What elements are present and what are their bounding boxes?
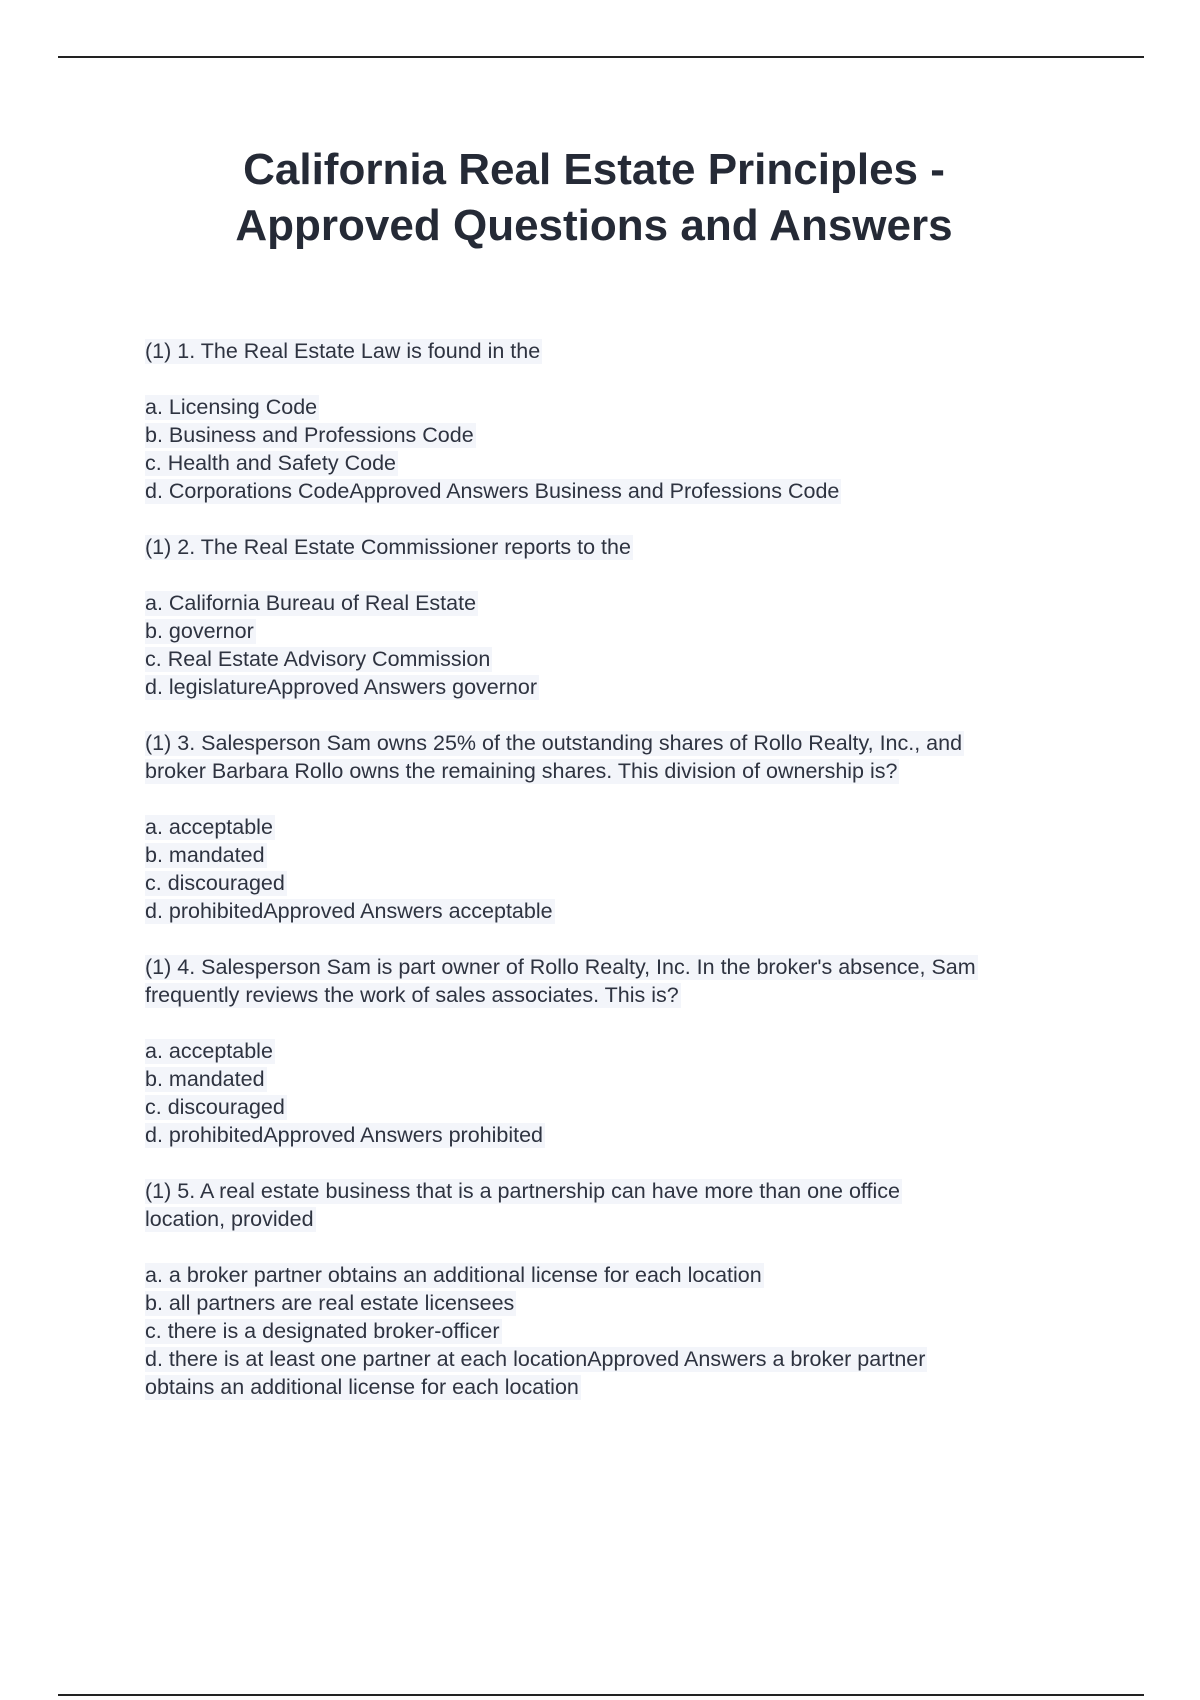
question-1-option-b: b. Business and Professions Code: [145, 423, 474, 447]
question-5: [145, 1177, 1105, 1401]
question-1-option-c: c. Health and Safety Code: [145, 451, 396, 475]
question-4-text-line-1: (1) 4. Salesperson Sam is part owner of Rollo Realty, Inc. In the broker's absence, Sam: [145, 955, 976, 979]
question-3-text: [145, 729, 1105, 785]
question-5-option-c: c. there is a designated broker-officer: [145, 1319, 500, 1343]
question-3-text-line-1: (1) 3. Salesperson Sam owns 25% of the outstanding shares of Rollo Realty, Inc., and: [145, 731, 963, 755]
question-5-text-line-1: (1) 5. A real estate business that is a partnership can have more than one office: [145, 1179, 900, 1203]
page-title-line-2: Approved Questions and Answers: [235, 201, 953, 250]
question-4-option-b: b. mandated: [145, 1067, 265, 1091]
question-2-option-b: b. governor: [145, 619, 254, 643]
question-5-option-b: b. all partners are real estate licensees: [145, 1291, 515, 1315]
question-3-option-d-answer: d. prohibitedApproved Answers acceptable: [145, 899, 553, 923]
question-list: [145, 337, 1105, 1429]
question-4-option-d-answer: d. prohibitedApproved Answers prohibited: [145, 1123, 544, 1147]
question-1-text: (1) 1. The Real Estate Law is found in the: [145, 339, 541, 363]
question-5-text-line-2: location, provided: [145, 1207, 314, 1231]
question-4: [145, 953, 1105, 1149]
question-3-option-a: a. acceptable: [145, 815, 273, 839]
question-2: [145, 533, 1105, 701]
question-3-option-c: c. discouraged: [145, 871, 285, 895]
page-title: [0, 142, 1188, 254]
question-2-option-a: a. California Bureau of Real Estate: [145, 591, 477, 615]
question-4-option-a: a. acceptable: [145, 1039, 273, 1063]
bottom-rule: [58, 1694, 1144, 1696]
question-1: [145, 337, 1105, 505]
question-3-text-line-2: broker Barbara Rollo owns the remaining shares. This division of ownership is?: [145, 759, 898, 783]
question-5-option-d-answer-line-2: obtains an additional license for each location: [145, 1375, 579, 1399]
question-2-option-c: c. Real Estate Advisory Commission: [145, 647, 491, 671]
question-4-text-line-2: frequently reviews the work of sales associates. This is?: [145, 983, 679, 1007]
question-3-option-b: b. mandated: [145, 843, 265, 867]
top-rule: [58, 56, 1144, 58]
question-5-option-d-answer-line-1: d. there is at least one partner at each locationApproved Answers a broker partner: [145, 1347, 926, 1371]
page-title-line-1: California Real Estate Principles -: [243, 145, 945, 194]
question-4-text: [145, 953, 1105, 1009]
question-2-option-d-answer: d. legislatureApproved Answers governor: [145, 675, 537, 699]
question-3: [145, 729, 1105, 925]
question-5-text: [145, 1177, 1105, 1233]
question-4-option-c: c. discouraged: [145, 1095, 285, 1119]
question-1-option-d-answer: d. Corporations CodeApproved Answers Business and Professions Code: [145, 479, 840, 503]
question-2-text: (1) 2. The Real Estate Commissioner reports to the: [145, 535, 631, 559]
question-1-option-a: a. Licensing Code: [145, 395, 318, 419]
question-5-option-a: a. a broker partner obtains an additional license for each location: [145, 1263, 762, 1287]
